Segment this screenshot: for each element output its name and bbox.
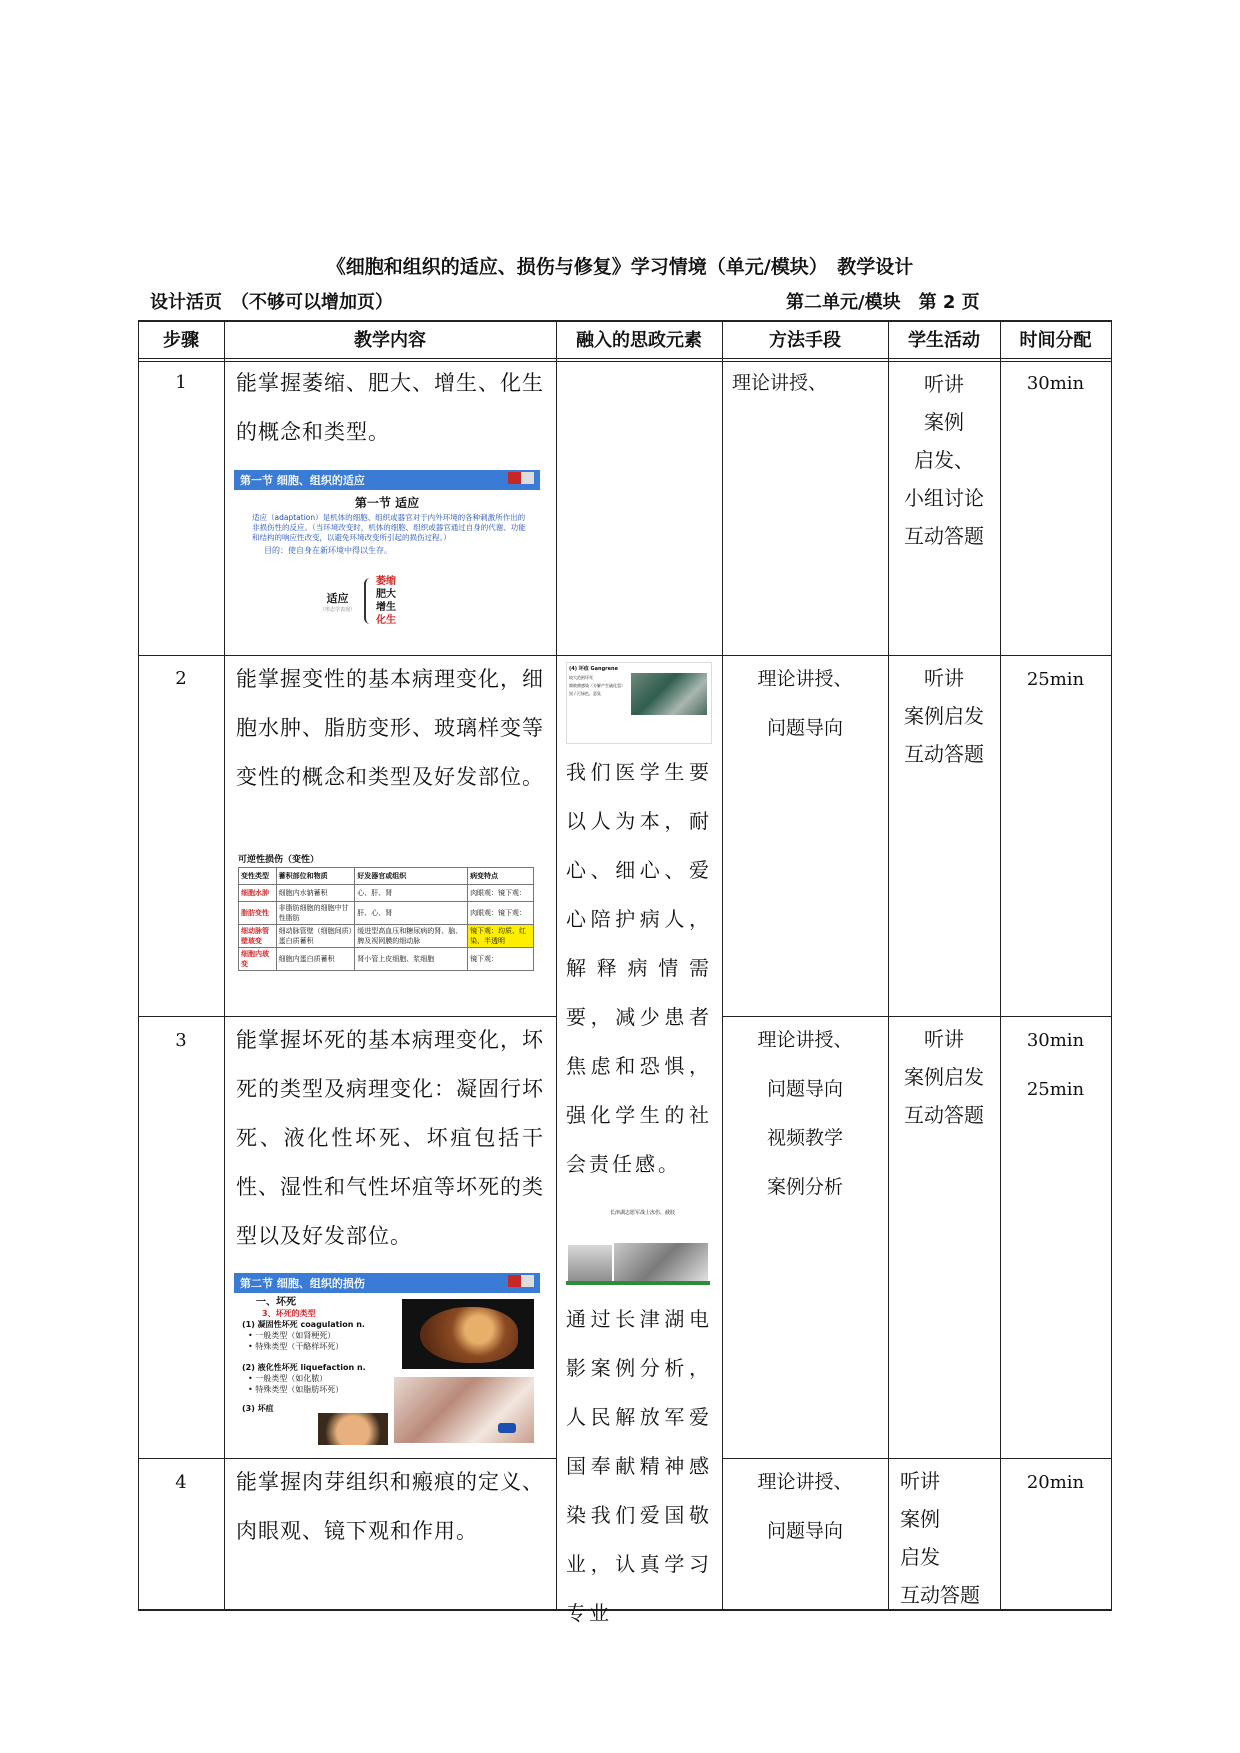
table-cell: 细动脉管壁（细胞间质）蛋白质蓄积 [276,925,355,948]
slide-purpose: 目的：使自身在新环境中得以生存。 [264,546,392,555]
activity-item: 案例启发 [904,1065,984,1089]
table-row [239,902,534,925]
table-cell: 心、肝、肾 [355,885,468,902]
ideology-text-1: 我们医学生要以人为本，耐心、细心、爱心陪护病人，解释病情需要，减少患者焦虑和恐惧，强化学生的社会责任感。 [566,760,712,1176]
row1-time: 30min [1026,373,1085,394]
row1-method: 理论讲授、 [732,372,828,394]
activity-item: 互动答题 [904,524,984,548]
row3-time [1000,1016,1111,1114]
slide-center-sub: （形态学表现） [320,607,356,613]
slide-caption: 可逆性损伤（变性） [238,855,320,865]
row4-step: 4 [175,1472,187,1493]
table-head-cell: 蓄积部位和物质 [276,868,355,885]
method-item: 理论讲授、 [757,1471,853,1493]
necrosis-sub: • 特殊类型（如脂肪坏死） [248,1385,344,1394]
foot-gangrene-photo [318,1413,388,1445]
time-item: 30min [1026,1030,1085,1051]
changjin-caption: 长津湖志愿军战士冻伤、截肢 [610,1210,676,1216]
row2-method [722,655,888,753]
necrosis-type: (2) 液化性坏死 liquefaction n. [242,1363,366,1372]
table-cell-highlight: 镜下观：均质、红染、半透明 [468,925,534,948]
method-item: 案例分析 [766,1176,843,1198]
slide-center-word: 适应 [326,592,349,605]
table-cell: 细胞内蛋白质蓄积 [276,948,355,971]
time-item: 25min [1026,1079,1085,1100]
row2-content: 能掌握变性的基本病理变化，细胞水肿、脂肪变形、玻璃样变等变性的概念和类型及好发部位。 [236,667,544,789]
table-cell: 缓进型高血压和糖尿病的肾、脑、脾及视网膜的细动脉 [355,925,468,948]
gangrene-title: (4) 坏疽 Gangrene [569,666,618,672]
type-hyperplasia: 增生 [376,602,396,613]
gangrene-line: 较大范围坏死 [569,675,593,680]
table-row [239,868,534,885]
table-head-cell: 变性类型 [239,868,277,885]
header-activity: 学生活动 [908,330,980,351]
snow-photo [614,1243,708,1281]
slide-changjin-lake [566,1203,710,1285]
row4-activity [888,1462,1000,1614]
necrosis-h1: 一、坏死 [256,1297,296,1308]
table-cell: 细胞水肿 [239,885,277,902]
row3-method [722,1016,888,1212]
gangrene-line: 腐败菌感染（分解产生硫化氢） [569,683,625,688]
row4-time: 20min [1026,1472,1085,1493]
header-method: 方法手段 [769,330,841,351]
activity-item: 启发、 [914,448,974,472]
subtitle-left: 设计活页 （不够可以增加页） [150,292,393,313]
necrosis-type: (3) 坏疽 [242,1404,274,1413]
table-cell: 细胞内玻变 [239,948,277,971]
slide-definition: 适应（adaptation）是机体的细胞、组织或器官对于内外环境的各种刺激所作出的非损伤性的反应。（当环境改变时，机体的细胞、组织或器官通过自身的代谢、功能和结构的响应性改变，以避免环境改变所引起的损伤过程。） [252,513,526,542]
table-head-cell: 病变特点 [468,868,534,885]
row4-method [722,1458,888,1556]
table-cell: 细动脉管壁玻变 [239,925,277,948]
table-head-cell: 好发器官或组织 [355,868,468,885]
table-row [239,948,534,971]
necrosis-type: (1) 凝固性坏死 coagulation n. [242,1320,365,1329]
slide-gangrene-photo [566,662,712,744]
activity-item: 听讲 [900,1469,940,1493]
activity-item: 听讲 [924,372,964,396]
slide-bar-title: 第一节 细胞、组织的适应 [240,474,365,487]
header-time: 时间分配 [1019,330,1092,351]
header-content: 教学内容 [354,330,426,351]
activity-item: 案例启发 [904,704,984,728]
school-logo-icon [508,1275,534,1287]
table-cell: 肉眼观：镜下观： [468,902,534,925]
slide-adaptation [234,470,540,630]
table-cell: 非脂肪细胞的细胞中甘性脂肪 [276,902,355,925]
table-cell: 细胞内水钠蓄积 [276,885,355,902]
type-metaplasia: 化生 [376,615,396,626]
liver-specimen-photo [394,1377,534,1443]
row2-step: 2 [175,668,187,689]
row3-content: 能掌握坏死的基本病理变化，坏死的类型及病理变化：凝固行坏死、液化性坏死、坏疽包括干性、湿性和气性坏疽等坏死的类型以及好发部位。 [236,1028,544,1248]
row4-content: 能掌握肉芽组织和瘢痕的定义、肉眼观、镜下观和作用。 [236,1470,544,1543]
row2-activity [888,659,1000,773]
slide-degeneration-table [234,850,540,1010]
method-item: 问题导向 [766,1520,843,1542]
subtitle-right: 第二单元/模块 第 2 页 [786,292,980,313]
row3-activity [888,1020,1000,1134]
header-ideology: 融入的思政元素 [576,330,702,351]
table-cell: 脂肪变性 [239,902,277,925]
row1-activity [888,365,1000,555]
method-item: 理论讲授、 [757,1029,853,1051]
table-row [239,885,534,902]
type-hypertrophy: 肥大 [376,589,396,600]
header-step: 步骤 [163,330,199,351]
slide-header-bar [234,1273,540,1293]
method-item: 理论讲授、 [757,668,853,690]
necrosis-sub: • 特殊类型（干酪样坏死） [248,1342,344,1351]
brace-icon [364,578,374,624]
activity-item: 案例 [900,1507,940,1531]
activity-item: 听讲 [924,666,964,690]
soldier-photo [568,1245,612,1281]
necrosis-sub: • 一般类型（如肾梗死） [248,1331,336,1340]
row1-content: 能掌握萎缩、肥大、增生、化生的概念和类型。 [236,371,544,444]
table-cell: 肝、心、肾 [355,902,468,925]
activity-item: 互动答题 [900,1583,980,1607]
activity-item: 听讲 [924,1027,964,1051]
necrosis-sub: • 一般类型（如化脓） [248,1374,328,1383]
method-item: 视频教学 [766,1127,843,1149]
gangrene-line: 黑 / 污绿色、恶臭 [569,691,601,696]
green-strip [566,1281,710,1285]
row2-time: 25min [1026,669,1085,690]
activity-item: 互动答题 [904,1103,984,1127]
slide-header-bar [234,470,540,490]
activity-item: 案例 [924,410,964,434]
surgery-photo [631,673,707,715]
table-cell: 肾小管上皮细胞、浆细胞 [355,948,468,971]
document-title: 《细胞和组织的适应、损伤与修复》学习情境（单元/模块） 教学设计 [326,256,914,278]
type-atrophy: 萎缩 [376,576,396,587]
method-item: 问题导向 [766,1078,843,1100]
method-item: 问题导向 [766,717,843,739]
school-logo-icon [508,472,534,484]
ideology-text-2: 通过长津湖电影案例分析，人民解放军爱国奉献精神感染我们爱国敬业，认真学习专业 [566,1307,712,1625]
table-cell: 肉眼观：镜下观： [468,885,534,902]
mini-table [238,867,534,971]
table-cell: 镜下观： [468,948,534,971]
table-row [239,925,534,948]
necrosis-h2: 3、坏死的类型 [262,1309,316,1318]
row1-step: 1 [175,372,187,393]
activity-item: 小组讨论 [904,486,984,510]
activity-item: 启发 [900,1545,940,1569]
slide-necrosis [234,1273,540,1445]
kidney-specimen-photo [402,1299,534,1369]
slide-bar-title: 第二节 细胞、组织的损伤 [240,1277,365,1290]
row3-step: 3 [175,1030,187,1051]
slide-heading: 第一节 适应 [354,496,420,510]
activity-item: 互动答题 [904,742,984,766]
